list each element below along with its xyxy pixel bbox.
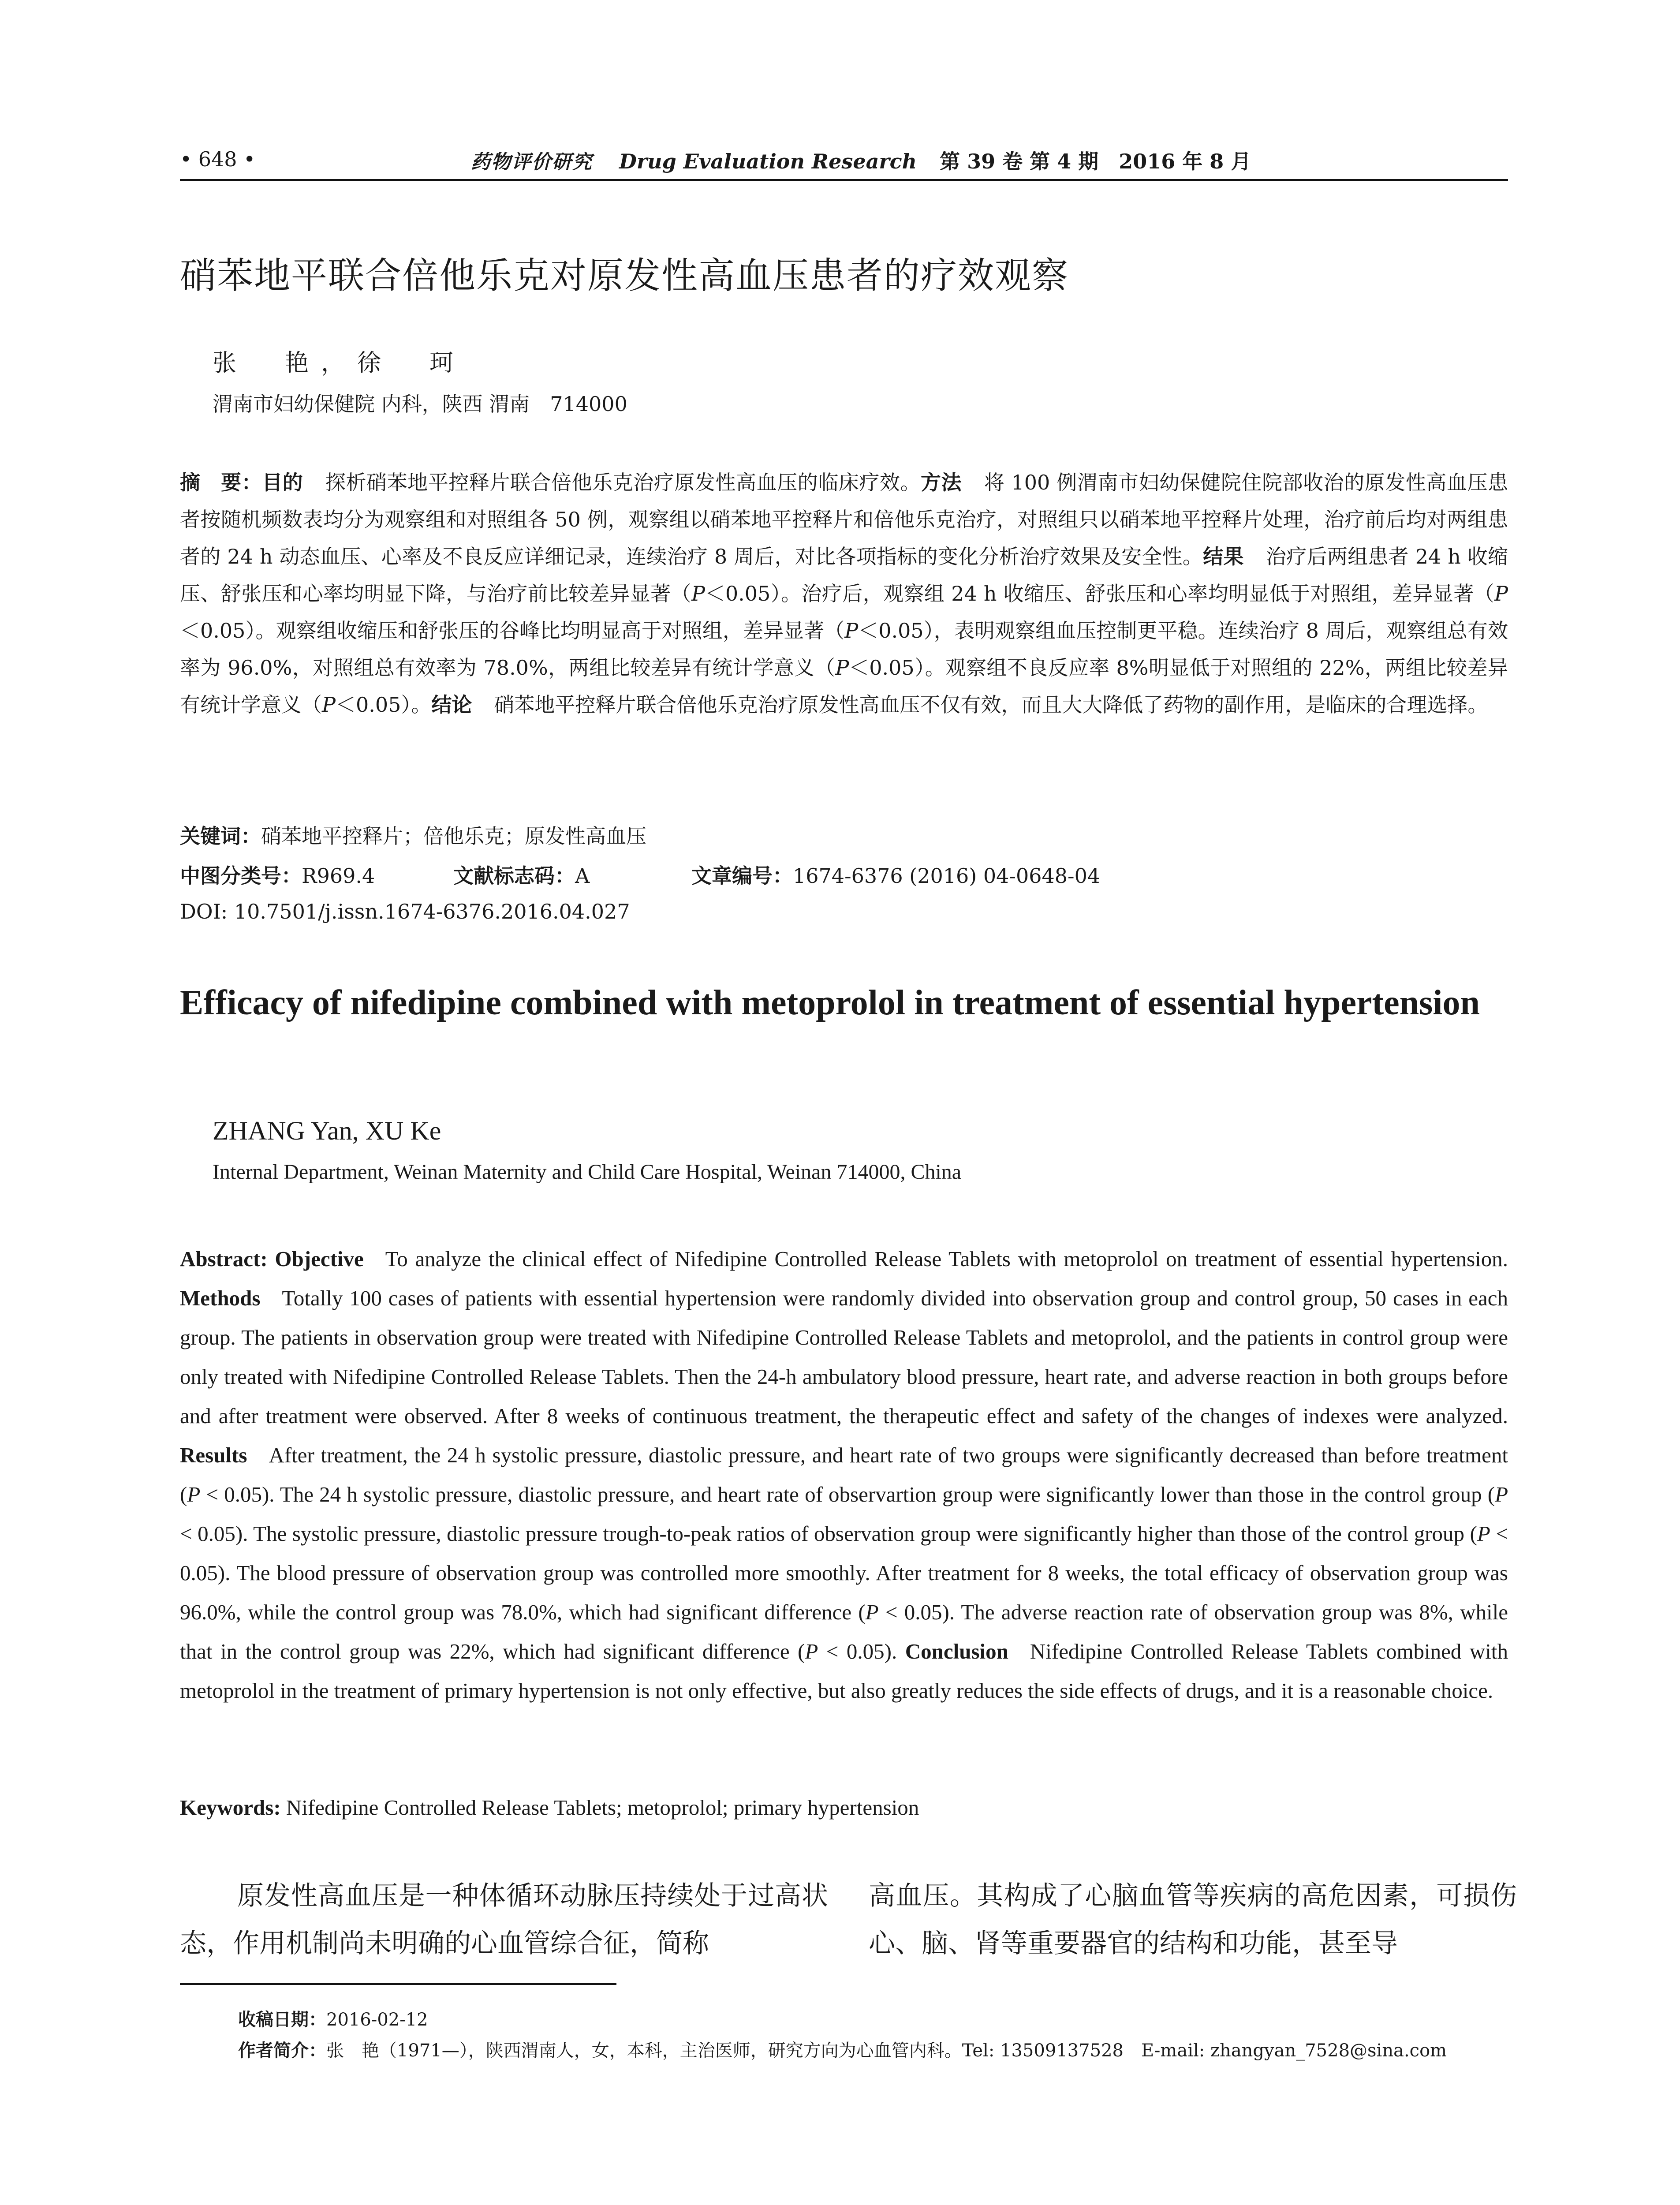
authors-cn: 张 艳，徐 珂 [213,349,466,377]
paper-title-en: Efficacy of nifedipine combined with metoprolol in treatment of essential hypertension [180,983,1480,1022]
p-value-symbol: P [844,619,859,643]
authors-en: ZHANG Yan, XU Ke [213,1116,441,1145]
methods-label-cn: 方法 [921,471,962,494]
methods-text-en: Totally 100 cases of patients with essential hypertension were randomly divided into observation group and control group, 50 cases in each group. The patients in observation group were treated with Nifedipine Controlled Release Tablets and metoprolol, and the patients in control group were only treated with Nifedipine Controlled Release Tablets. Then the 24-h ambulatory blood pressure, heart rate, and adverse reaction in both groups before and after treatment were observed. After 8 weeks of continuous treatment, the therapeutic effect and safety of the changes of indexes were analyzed. [180,1286,1508,1428]
issue-info: 第 39 卷 第 4 期 2016 年 8 月 [940,149,1251,173]
results-label-cn: 结果 [1203,545,1244,568]
results-text-cn: ＜0.05）。 [335,693,432,717]
article-no-value: 1674-6376 (2016) 04-0648-04 [793,864,1101,888]
footnote-divider [180,1983,616,1985]
p-value-symbol: P [187,1482,201,1506]
conclusion-text-cn: 硝苯地平控释片联合倍他乐克治疗原发性高血压不仅有效，而且大大降低了药物的副作用，是临床的合理选择。 [494,693,1488,717]
keywords-text-en: Nifedipine Controlled Release Tablets; metoprolol; primary hypertension [286,1795,919,1820]
author-info-label: 作者简介： [238,2041,326,2061]
body-text-right-column: 高血压。其构成了心脑血管等疾病的高危因素，可损伤心、脑、肾等重要器官的结构和功能，甚至导 [869,1880,1517,1959]
journal-masthead [471,146,1251,175]
clc-label: 中图分类号： [180,864,302,888]
doi: DOI: 10.7501/j.issn.1674-6376.2016.04.027 [180,900,630,923]
affiliation-cn: 渭南市妇幼保健院 内科，陕西 渭南 714000 [213,392,627,416]
objective-text-en: To analyze the clinical effect of Nifedipine Controlled Release Tablets with metoprolol on treatment of essential hypertension. [385,1247,1508,1271]
running-header [180,140,1508,181]
results-text-en: < 0.05). The systolic pressure, diastolic pressure trough-to-peak ratios of observation group were significantly higher than those of the control group ( [180,1521,1477,1546]
p-value-symbol: P [1477,1521,1490,1546]
methods-text-cn: 将 100 例渭南市妇幼保健院住院部收治的原发性高血压患者按随机频数表均分为观察组和对照组各 50 例，观察组以硝苯地平控释片和倍他乐克治疗，对照组只以硝苯地平控释片处理，治疗前后均对两组患者的 24 h 动态血压、心率及不良反应详细记录，连续治疗 8 周后，对比各项指标的变化分析治疗效果及安全性。 [180,471,1508,568]
journal-name-en: Drug Evaluation Research [619,149,917,173]
footnote-received [238,2006,428,2031]
author-info-text: 张 艳（1971—），陕西渭南人，女，本科，主治医师，研究方向为心血管内科。Tel: 13509137528 E-mail: zhangyan_7528@sina.com [326,2041,1447,2061]
conclusion-text-en: Nifedipine Controlled Release Tablets combined with metoprolol in the treatment of primary hypertension is not only effective, but also greatly reduces the side effects of drugs, and it is a reasonable choice. [180,1639,1508,1703]
p-value-symbol: P [691,582,705,605]
p-value-symbol: P [805,1639,818,1663]
conclusion-label-cn: 结论 [431,693,472,717]
received-date: 2016-02-12 [326,2010,428,2030]
results-text-en: < 0.05). The adverse reaction rate of observation group was 8%, while that in the control group was 22%, which had significant difference ( [180,1600,1508,1663]
results-text-en: < 0.05). The 24 h systolic pressure, diastolic pressure, and heart rate of observartion group were significantly lower than those in the control group ( [200,1482,1495,1506]
keywords-text-cn: 硝苯地平控释片；倍他乐克；原发性高血压 [261,824,646,848]
clc-value: R969.4 [302,864,375,888]
results-text-cn: ＜0.05），表明观察组血压控制更平稳。连续治疗 8 周后，观察组总有效率为 96.0%，对照组总有效率为 78.0%，两组比较差异有统计学意义（ [180,619,1508,680]
keywords-label-en: Keywords: [180,1795,281,1820]
classification-line [180,860,1100,889]
results-text-cn: ＜0.05）。观察组收缩压和舒张压的谷峰比均明显高于对照组，差异显著（ [180,619,845,643]
results-text-cn: ＜0.05）。观察组不良反应率 8%明显低于对照组的 22%，两组比较差异有统计学意义（ [180,656,1508,717]
results-text-en: < 0.05). The blood pressure of observation group was controlled more smoothly. After treatment for 8 weeks, the total efficacy of observation group was 96.0%, while the control group was 78.0%, which had significant difference ( [180,1521,1508,1624]
journal-logo-cn: 药物评价研究 [471,151,593,173]
article-no-label: 文章编号： [691,864,793,888]
results-text-en: < 0.05). [818,1639,897,1663]
abstract-cn [180,464,1508,723]
keywords-label-cn: 关键词： [180,824,261,848]
body-text-left-column: 原发性高血压是一种体循环动脉压持续处于过高状态，作用机制尚未明确的心血管综合征，简称 [180,1880,828,1959]
methods-label-en: Methods [180,1286,261,1310]
keywords-en [180,1795,919,1820]
affiliation-en: Internal Department, Weinan Maternity and Child Care Hospital, Weinan 714000, China [213,1160,962,1184]
abstract-label-cn: 摘 要： [180,471,262,494]
results-text-cn: ＜0.05）。治疗后，观察组 24 h 收缩压、舒张压和心率均明显低于对照组，差异显著（ [705,582,1495,605]
results-text-en: After treatment, the 24 h systolic pressure, diastolic pressure, and heart rate of two groups were significantly decreased than before treatment ( [180,1443,1508,1506]
page-number: • 648 • [180,147,256,171]
p-value-symbol: P [322,693,336,717]
objective-text-cn: 探析硝苯地平控释片联合倍他乐克治疗原发性高血压的临床疗效。 [325,471,921,494]
doc-code-label: 文献标志码： [453,864,575,888]
p-value-symbol: P [1494,582,1508,605]
footnote-author [238,2037,1447,2062]
paper-title-cn: 硝苯地平联合倍他乐克对原发性高血压患者的疗效观察 [180,255,1069,297]
keywords-cn [180,820,646,849]
conclusion-label-en: Conclusion [905,1639,1008,1663]
abstract-objective-label-en: Abstract: Objective [180,1247,364,1271]
p-value-symbol: P [835,656,849,680]
results-label-en: Results [180,1443,247,1467]
objective-label-cn: 目的 [262,471,303,494]
abstract-en [180,1239,1508,1710]
p-value-symbol: P [865,1600,879,1624]
doc-code-value: A [575,864,590,888]
received-label: 收稿日期： [238,2010,326,2030]
p-value-symbol: P [1495,1482,1508,1506]
results-text-cn: 治疗后两组患者 24 h 收缩压、舒张压和心率均明显下降，与治疗前比较差异显著（ [180,545,1508,605]
